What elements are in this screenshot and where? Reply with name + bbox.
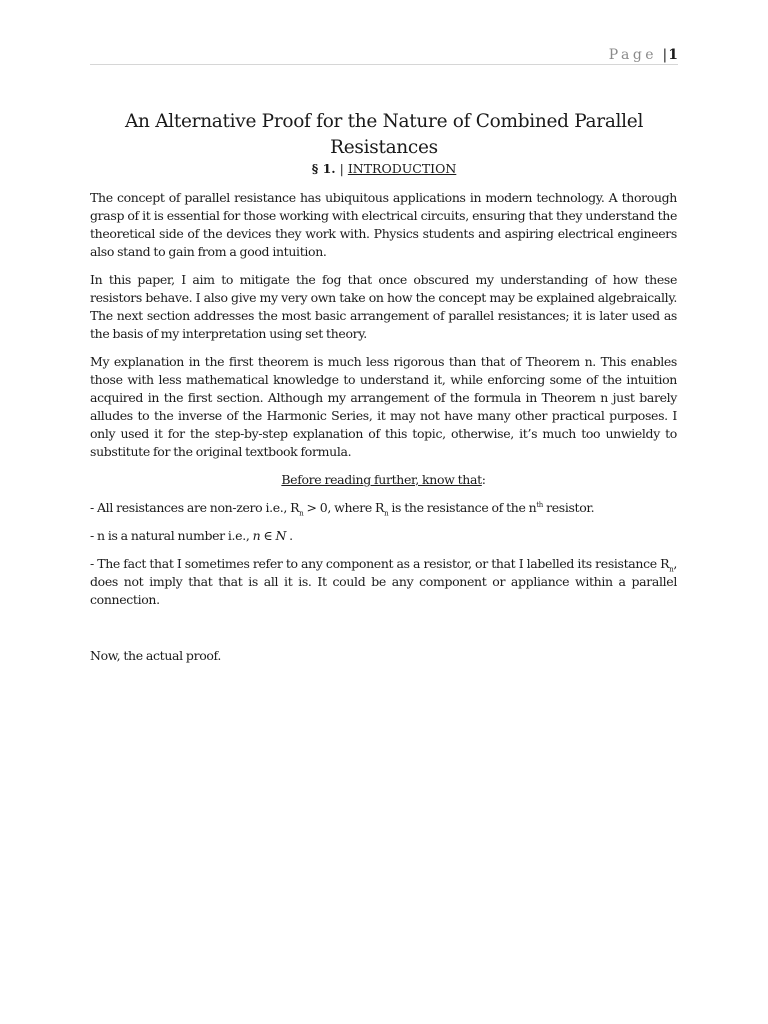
- bullet-1-sub-2: n: [384, 509, 389, 518]
- bullet-3-sub: n: [669, 565, 674, 574]
- bullet-1-text-d: resistor.: [542, 500, 595, 515]
- section-name: INTRODUCTION: [347, 161, 457, 176]
- bullet-2-text-a: - n is a natural number i.e.,: [90, 528, 253, 543]
- notice-colon: :: [481, 472, 486, 487]
- section-number: § 1.: [311, 161, 336, 176]
- header-rule: [90, 64, 678, 65]
- bullet-2-math: n ∈ N: [252, 528, 287, 543]
- paragraph-3: My explanation in the first theorem is much less rigorous than that of Theorem n. This enables those with less mathematical knowledge to understand it, while enforcing some of the intuition acquired in the first section. Although my arrangement of the formula in Theorem n just barely alludes to the inverse of the Harmonic Series, it may not have many other practical purposes. I only used it for the step-by-step explanation of this topic, otherwise, it’s much too unwieldy to substitute for the original textbook formula.: [90, 354, 677, 459]
- bullet-3-text-b: , does not imply that that is all it is. It could be any component or appliance within a parallel connection.: [90, 556, 677, 607]
- bullet-component: [90, 555, 677, 609]
- bullet-1-text-a: - All resistances are non-zero i.e., R: [90, 500, 300, 515]
- paragraph-1: The concept of parallel resistance has ubiquitous applications in modern technology. A thorough grasp of it is essential for those working with electrical circuits, ensuring that they understand the theoretical side of the devices they work with. Physics students and aspiring electrical engineers also stand to gain from a good intuition.: [90, 190, 677, 259]
- page-header: [90, 46, 678, 64]
- section-separator: |: [339, 161, 344, 176]
- bullet-nonzero: [90, 499, 677, 517]
- paragraph-2: In this paper, I aim to mitigate the fog that once obscured my understanding of how these resistors behave. I also give my very own take on how the concept may be explained algebraically. The next section addresses the most basic arrangement of parallel resistances; it is later used as the basis of my interpretation using set theory.: [90, 272, 677, 341]
- bullet-natural-number: [90, 527, 677, 545]
- page-separator: |: [662, 47, 668, 63]
- notice-line: [90, 471, 677, 489]
- page-number: 1: [668, 47, 678, 63]
- page-label: Page: [608, 47, 658, 63]
- closing-line: Now, the actual proof.: [90, 648, 222, 663]
- bullet-1-text-c: is the resistance of the n: [388, 500, 537, 515]
- bullet-2-text-b: .: [286, 528, 293, 543]
- title-line-1: An Alternative Proof for the Nature of Combined Parallel: [124, 111, 644, 132]
- notice-text: Before reading further, know that: [281, 472, 482, 487]
- title-line-2: Resistances: [330, 137, 438, 158]
- bullet-1-sub-1: n: [299, 509, 304, 518]
- bullet-3-text-a: - The fact that I sometimes refer to any component as a resistor, or that I labelled its resistance R: [90, 556, 670, 571]
- spacer: [90, 619, 677, 647]
- bullet-1-sup: th: [536, 500, 543, 509]
- bullet-1-text-b: > 0, where R: [303, 500, 385, 515]
- document-body: [90, 189, 677, 675]
- section-heading: [90, 160, 678, 178]
- document-title: [90, 109, 678, 161]
